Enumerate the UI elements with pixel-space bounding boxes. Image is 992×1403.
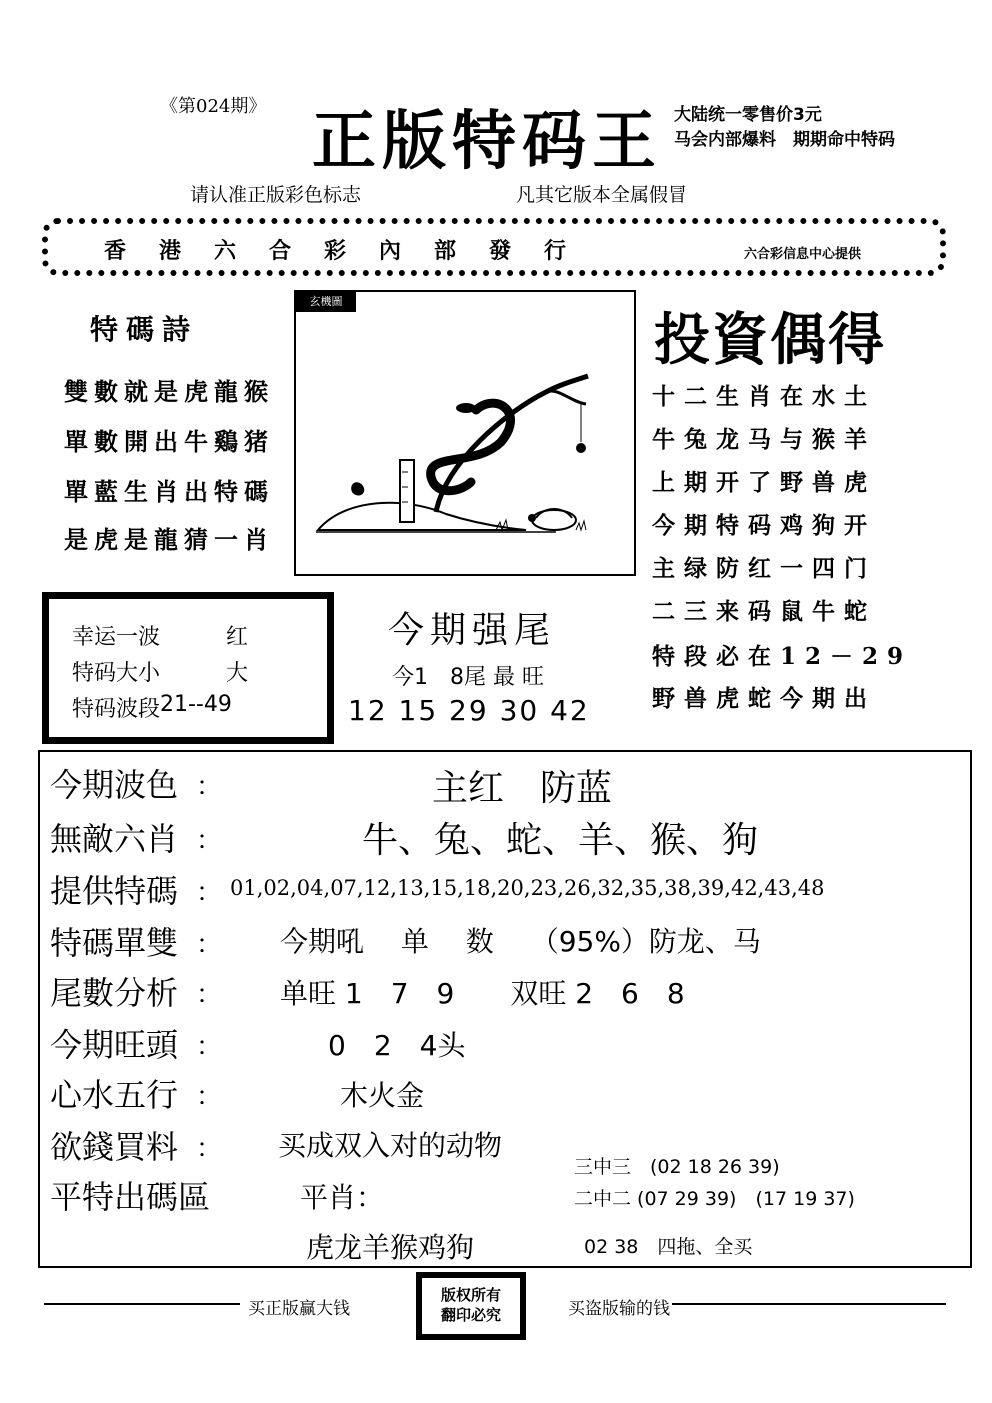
colon: ： xyxy=(196,930,223,960)
invest-line: 野兽虎蛇今期出 xyxy=(652,685,876,712)
zodiac-value: 牛、兔、蛇、羊、猴、狗 xyxy=(362,820,759,861)
colon: ： xyxy=(196,772,223,802)
color-value: 主红 防蓝 xyxy=(432,768,613,809)
two-hit: 二中二 (07 29 39) (17 19 37) xyxy=(574,1188,855,1210)
strong-tail-numbers: 12 15 29 30 42 xyxy=(348,694,590,727)
picture-tag: 玄機圖 xyxy=(296,292,356,312)
strong-tail-sub: 今1 8尾 最 旺 xyxy=(392,665,544,690)
buy-label: 欲錢買料 xyxy=(50,1128,179,1166)
flat-sub: 平肖： xyxy=(300,1181,385,1214)
lucky-range-label: 特码波段 xyxy=(72,697,161,722)
tail-label: 尾數分析 xyxy=(50,974,179,1012)
drag-note: 02 38 四拖、全买 xyxy=(584,1236,753,1258)
colon: ： xyxy=(196,1082,223,1112)
tail-value: 单旺 1 7 9 双旺 2 6 8 xyxy=(280,977,685,1010)
footer-slogan-left: 买正版赢大钱 xyxy=(248,1299,350,1319)
tagline: 马会内部爆料 期期命中特码 xyxy=(674,130,895,150)
colon: ： xyxy=(196,980,223,1010)
authenticity-notice: 请认准正版彩色标志 xyxy=(190,184,362,206)
strong-tail-title: 今期强尾 xyxy=(388,610,557,651)
footer-slogan-right: 买盗版输的钱 xyxy=(568,1299,670,1319)
lucky-range-value: 21--49 xyxy=(160,692,232,717)
invest-line: 今期特码鸡狗开 xyxy=(652,512,876,539)
stamp-line: 翻印必究 xyxy=(440,1306,501,1324)
oddeven-label: 特碼單雙 xyxy=(50,924,179,962)
colon: ： xyxy=(196,826,223,856)
lucky-size-value: 大 xyxy=(226,661,249,686)
buy-value: 买成双入对的动物 xyxy=(278,1129,503,1162)
counterfeit-notice: 凡其它版本全属假冒 xyxy=(516,184,688,206)
poem-line: 是虎是龍猜一肖 xyxy=(64,525,274,554)
colon: ： xyxy=(196,878,223,908)
codes-label: 提供特碼 xyxy=(50,872,179,910)
issue-number: 《第024期》 xyxy=(160,96,267,117)
head-label: 今期旺頭 xyxy=(50,1026,179,1064)
riddle-illustration xyxy=(294,290,636,576)
flat-label: 平特出碼區 xyxy=(50,1178,211,1216)
banner-text: 香港六合彩內部發行 xyxy=(104,238,600,264)
lucky-size-label: 特码大小 xyxy=(72,661,161,686)
invest-line: 十二生肖在水土 xyxy=(652,383,876,410)
invest-line: 主绿防红一四门 xyxy=(652,555,876,582)
oddeven-value: 今期吼 单 数 （95%）防龙、马 xyxy=(280,925,761,958)
colon: ： xyxy=(196,1032,223,1062)
head-value: 0 2 4头 xyxy=(328,1029,466,1062)
invest-line: 上期开了野兽虎 xyxy=(652,469,876,496)
price-note: 大陆统一零售价3元 xyxy=(674,105,822,125)
invest-line: 牛兔龙马与猴羊 xyxy=(652,426,876,453)
footer-rule-right xyxy=(672,1303,946,1305)
lucky-wave-label: 幸运一波 xyxy=(72,625,161,650)
colon: ： xyxy=(196,1134,223,1164)
poem-line: 雙數就是虎龍猴 xyxy=(64,377,274,406)
three-hit: 三中三 (02 18 26 39) xyxy=(574,1156,780,1178)
element-value: 木火金 xyxy=(340,1079,425,1112)
poem-line: 單藍生肖出特碼 xyxy=(64,477,274,506)
poem-title: 特碼詩 xyxy=(90,313,199,346)
invest-line: 特段必在12－29 xyxy=(652,643,913,670)
element-label: 心水五行 xyxy=(50,1076,179,1114)
snake-turtle-illustration xyxy=(296,292,634,574)
invest-title: 投資偶得 xyxy=(654,307,886,373)
codes-value: 01,02,04,07,12,13,15,18,20,23,26,32,35,38,39,42,43,48 xyxy=(230,876,825,900)
flat-zodiac: 虎龙羊猴鸡狗 xyxy=(306,1231,475,1264)
footer-rule-left xyxy=(44,1303,240,1305)
page-title: 正版特码王 xyxy=(312,104,662,179)
lucky-wave-value: 红 xyxy=(226,625,249,650)
copyright-stamp xyxy=(416,1272,526,1340)
banner-note: 六合彩信息中心提供 xyxy=(744,247,862,262)
color-label: 今期波色 xyxy=(50,766,179,804)
stamp-line: 版权所有 xyxy=(440,1286,501,1304)
zodiac-label: 無敵六肖 xyxy=(50,820,179,858)
invest-line: 二三来码鼠牛蛇 xyxy=(652,598,876,625)
poem-line: 單數開出牛鷄猪 xyxy=(64,427,274,456)
